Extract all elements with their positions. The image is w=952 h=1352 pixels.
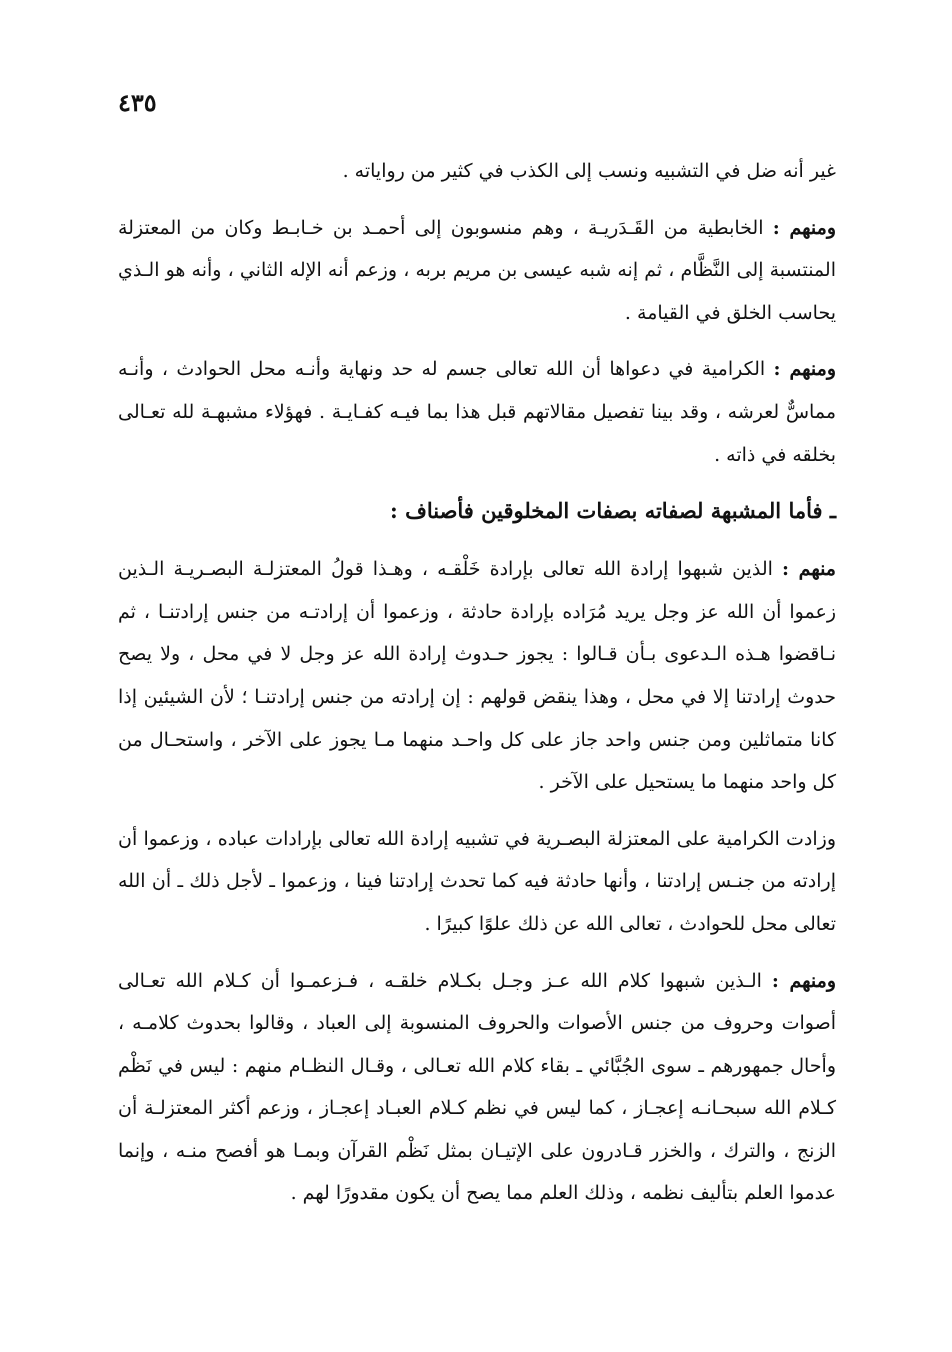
paragraph-4-lead: منهم : [781, 558, 836, 581]
paragraph-2 [118, 207, 836, 335]
paragraph-3-text: الكرامية في دعواها أن الله تعالى جسم له حد ونهاية وأنـه محل الحوادث ، وأنـه مماسٌّ لعرشه ، وقد بينا تفصيل مقالاتهم قبل هذا بما فيـه كفـايـة . فهؤلاء مشبهـة لله تعـالى بخلقه في ذاته . [118, 358, 836, 466]
paragraph-3 [118, 348, 836, 476]
paragraph-6-lead: ومنهم : [771, 969, 837, 992]
paragraph-6-text: الـذين شبهوا كلام الله عـز وجـل بكـلام خلقـه ، فـزعمـوا أن كـلام الله تعـالى أصوات وحروف من جنس الأصوات والحروف المنسوبة إلى العباد ، وقالوا بحدوث كلامـه ، وأحال جمهورهم ـ سوى الجُبَّائي ـ بقاء كلام الله تعـالى ، وقـال النظـام منهم : ليس في نَظْم كـلام الله سبحـانـه إعجـاز ، كما ليس في نظم كـلام العبـاد إعجـاز ، وزعم أكثر المعتزلـة أن الزنج ، والترك ، والخزر قـادرون على الإتيـان بمثل نَظْم القرآن وبمـا هو أفصح منـه ، وإنما عدموا العلم بتأليف نظمه ، وذلك العلم مما يصح أن يكون مقدورًا لهم . [118, 969, 836, 1205]
section-heading: ـ فأما المشبهة لصفاته بصفات المخلوقين فأصناف : [390, 498, 836, 524]
paragraph-3-lead: ومنهم : [773, 358, 836, 381]
paragraph-5-text: وزادت الكرامية على المعتزلة البصـرية في تشبيه إرادة الله تعالى بإرادات عباده ، وزعموا أن إرادته من جنـس إرادتنا ، وأنها حادثة فيه كما تحدث إرادتنا فينا ، وزعموا ـ لأجل ذلك ـ أن الله تعالى محل للحوادث ، تعالى الله عن ذلك علوًا كبيرًا . [118, 827, 836, 935]
paragraph-6 [118, 960, 836, 1216]
paragraph-4 [118, 548, 836, 804]
page-body [118, 150, 836, 1229]
paragraph-4-text: الذين شبهوا إرادة الله تعالى بإرادة خَلْقـه ، وهـذا قولُ المعتزلـة البصـريـة الـذين زعموا أن الله عز وجل يريد مُرَاده بإرادة حادثة ، وزعموا أن إرادتـه من جنس إرادتنـا ، ثم نـاقضوا هـذه الـدعوى بـأن قـالوا : يجوز حـدوث إرادة الله عز وجل لا في محل ، ولا يصح حدوث إرادتنا إلا في محل ، وهذا ينقض قولهم : إن إرادته من جنس إرادتنـا ؛ لأن الشيئين إذا كانا متماثلين ومن جنس واحد جاز على كل واحـد منهما مـا يجوز على الآخر ، واستحـال من كل واحد منهما ما يستحيل على الآخر . [118, 558, 836, 794]
paragraph-5 [118, 818, 836, 946]
paragraph-1-text: غير أنه ضل في التشبيه ونسب إلى الكذب في كثير من رواياته . [342, 160, 836, 182]
paragraph-2-lead: ومنهم : [772, 216, 836, 239]
paragraph-1 [118, 150, 836, 193]
paragraph-2-text: الخابطية من القَـدَريـة ، وهم منسوبون إلى أحمـد بن خـابـط وكان من المعتزلة المنتسبة إلى النَّظَّام ، ثم إنه شبه عيسى بن مريم بربه ، وزعم أنه الإله الثاني ، وأنه هو الـذي يحاسب الخلق في القيامة . [118, 216, 836, 324]
page-number: ٤٣٥ [118, 88, 157, 117]
